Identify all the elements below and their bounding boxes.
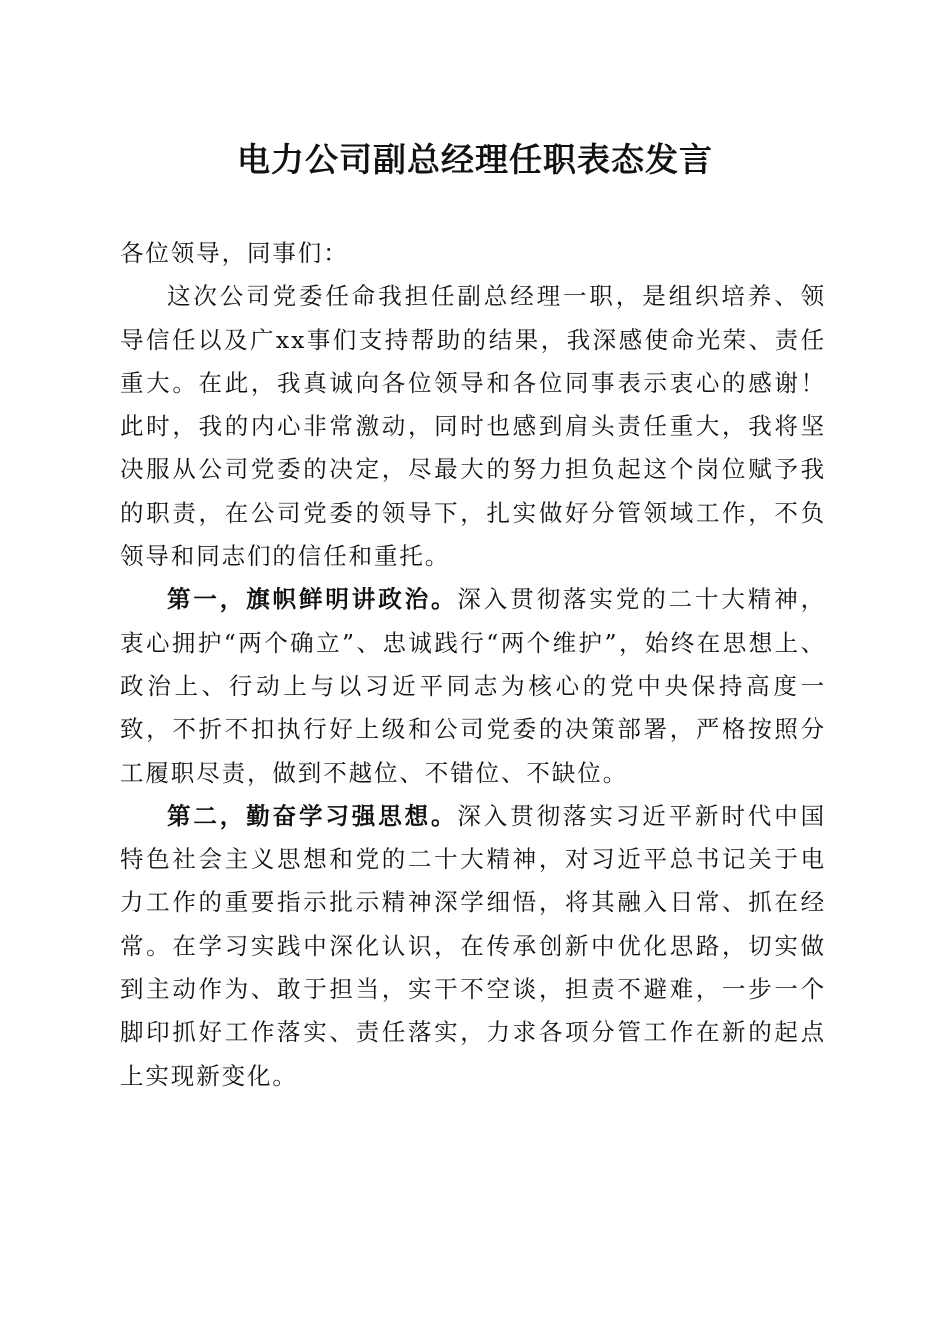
document-title: 电力公司副总经理任职表态发言 — [237, 140, 713, 179]
paragraph-point-one — [120, 578, 826, 794]
salutation: 各位领导，同事们： — [120, 239, 349, 267]
paragraph-point-two-text: 深入贯彻落实习近平新时代中国特色社会主义思想和党的二十大精神，对习近平总书记关于电力工作的重要指示批示精神深学细悟，将其融入日常、抓在经常。在学习实践中深化认识，在传承创新中优化思路，切实做到主动作为、敢于担当，实干不空谈，担责不避难，一步一个脚印抓好工作落实、责任落实，力求各项分管工作在新的起点上实现新变化。 — [120, 801, 826, 1090]
paragraph-point-two-heading: 第二，勤奋学习强思想。 — [167, 801, 458, 830]
paragraph-intro-text: 这次公司党委任命我担任副总经理一职，是组织培养、领导信任以及广xx事们支持帮助的结果，我深感使命光荣、责任重大。在此，我真诚向各位领导和各位同事表示衷心的感谢！此时，我的内心非常激动，同时也感到肩头责任重大，我将坚决服从公司党委的决定，尽最大的努力担负起这个岗位赋予我的职责，在公司党委的领导下，扎实做好分管领域工作，不负领导和同志们的信任和重托。 — [120, 282, 826, 571]
paragraph-point-one-text: 深入贯彻落实党的二十大精神，衷心拥护“两个确立”、忠诚践行“两个维护”，始终在思想上、政治上、行动上与以习近平同志为核心的党中央保持高度一致，不折不扣执行好上级和公司党委的决策部署，严格按照分工履职尽责，做到不越位、不错位、不缺位。 — [120, 585, 826, 787]
paragraph-intro — [120, 275, 826, 578]
paragraph-point-two — [120, 795, 826, 1098]
document-body — [120, 232, 826, 1098]
paragraph-point-one-heading: 第一，旗帜鲜明讲政治。 — [167, 585, 458, 614]
